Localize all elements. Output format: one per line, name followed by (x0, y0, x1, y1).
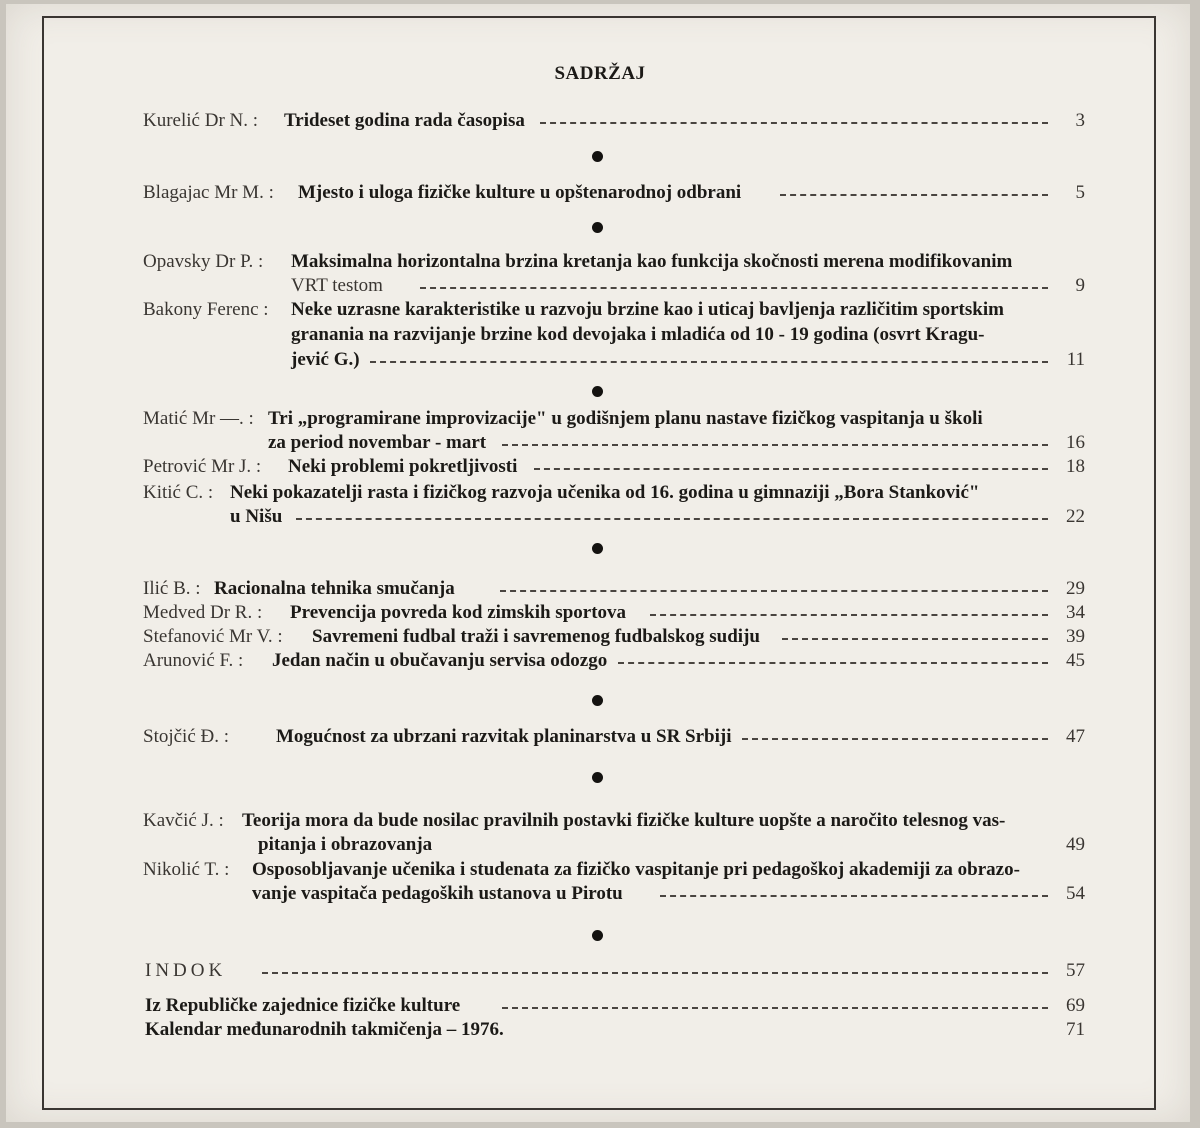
toc-title: Racionalna tehnika smučanja (214, 578, 455, 599)
toc-title: Tri „programirane improvizacije" u godišnjem planu nastave fizičkog vaspitanja u školi (268, 408, 983, 429)
toc-entry (0, 857, 1200, 883)
page-title: SADRŽAJ (554, 63, 646, 84)
toc-title: Iz Republičke zajednice fizičke kulture (145, 995, 461, 1016)
toc-author: Blagajac Mr M. : (143, 182, 274, 203)
toc-title-line2: vanje vaspitača pedagoških ustanova u Pirotu (252, 883, 623, 904)
section-bullet (592, 386, 603, 397)
toc-entry-continued (0, 430, 1200, 456)
toc-author: Nikolić T. : (143, 859, 230, 880)
toc-author: Matić Mr —. : (143, 408, 254, 429)
toc-author: Stefanović Mr V. : (143, 626, 283, 647)
toc-page-number: 29 (1066, 578, 1085, 599)
section-bullet (592, 930, 603, 941)
toc-title: INDOK (145, 960, 227, 981)
toc-entry (0, 1017, 1200, 1043)
toc-leader (742, 738, 1048, 740)
toc-author: Medved Dr R. : (143, 602, 263, 623)
toc-author: Opavsky Dr P. : (143, 251, 264, 272)
toc-leader (502, 1007, 1048, 1009)
toc-leader (534, 468, 1048, 470)
toc-title: Mogućnost za ubrzani razvitak planinarstva u SR Srbiji (276, 726, 732, 747)
toc-author: Stojčić Đ. : (143, 726, 230, 747)
toc-entry-continued (0, 273, 1200, 299)
toc-title: Teorija mora da bude nosilac pravilnih postavki fizičke kulture uopšte a naročito telesnog vas- (242, 810, 1006, 831)
toc-page-number: 18 (1066, 456, 1085, 477)
toc-leader (502, 444, 1048, 446)
toc-leader (296, 518, 1048, 520)
toc-leader (780, 194, 1048, 196)
toc-entry (0, 576, 1200, 602)
toc-leader (618, 662, 1048, 664)
section-bullet (592, 543, 603, 554)
toc-title-line2: granania na razvijanje brzine kod devojaka i mladića od 10 - 19 godina (osvrt Kragu- (291, 324, 985, 345)
toc-leader (500, 590, 1048, 592)
toc-author: Petrović Mr J. : (143, 456, 262, 477)
toc-page-number: 3 (1075, 110, 1085, 131)
toc-page-number: 49 (1066, 834, 1085, 855)
toc-page-number: 34 (1066, 602, 1085, 623)
toc-leader (370, 361, 1048, 363)
toc-entry (0, 958, 1200, 984)
toc-entry-continued (0, 322, 1200, 348)
toc-leader (262, 972, 1048, 974)
toc-page-number: 47 (1066, 726, 1085, 747)
toc-entry (0, 724, 1200, 750)
toc-author: Kurelić Dr N. : (143, 110, 259, 131)
toc-entry-continued (0, 347, 1200, 373)
toc-title: Jedan način u obučavanju servisa odozgo (272, 650, 608, 671)
toc-entry (0, 406, 1200, 432)
toc-page-number: 22 (1066, 506, 1085, 527)
toc-title: Neki problemi pokretljivosti (288, 456, 518, 477)
toc-entry-continued (0, 881, 1200, 907)
toc-entry-continued (0, 504, 1200, 530)
toc-page-number: 54 (1066, 883, 1085, 904)
toc-entry (0, 993, 1200, 1019)
toc-author: Ilić B. : (143, 578, 201, 599)
toc-page-number: 71 (1066, 1019, 1085, 1040)
toc-leader (782, 638, 1048, 640)
section-bullet (592, 695, 603, 706)
toc-leader (660, 895, 1048, 897)
toc-page-number: 39 (1066, 626, 1085, 647)
toc-entry (0, 297, 1200, 323)
toc-title-line2: pitanja i obrazovanja (258, 834, 433, 855)
toc-entry (0, 108, 1200, 134)
toc-leader (420, 287, 1048, 289)
toc-entry (0, 249, 1200, 275)
toc-page-number: 69 (1066, 995, 1085, 1016)
toc-entry (0, 624, 1200, 650)
toc-entry (0, 648, 1200, 674)
toc-leader (540, 122, 1048, 124)
toc-title-line3: jević G.) (291, 349, 360, 370)
toc-title-line2: za period novembar - mart (268, 432, 487, 453)
toc-page-number: 11 (1066, 349, 1085, 370)
toc-entry (0, 180, 1200, 206)
toc-title-line2: VRT testom (291, 275, 383, 296)
toc-author: Arunović F. : (143, 650, 244, 671)
toc-page-number: 57 (1066, 960, 1085, 981)
section-bullet (592, 151, 603, 162)
toc-title: Savremeni fudbal traži i savremenog fudbalskog sudiju (312, 626, 760, 647)
toc-title: Osposobljavanje učenika i studenata za fizičko vaspitanje pri pedagoškoj akademiji za obrazo- (252, 859, 1020, 880)
toc-author: Kitić C. : (143, 482, 214, 503)
toc-entry (0, 454, 1200, 480)
toc-author: Kavčić J. : (143, 810, 224, 831)
toc-entry (0, 808, 1200, 834)
toc-title: Kalendar međunarodnih takmičenja – 1976. (145, 1019, 504, 1040)
toc-page-number: 16 (1066, 432, 1085, 453)
toc-title: Neke uzrasne karakteristike u razvoju brzine kao i uticaj bavljenja različitim sportskim (291, 299, 1004, 320)
section-bullet (592, 222, 603, 233)
toc-entry (0, 600, 1200, 626)
toc-entry-continued (0, 832, 1200, 858)
toc-title: Maksimalna horizontalna brzina kretanja kao funkcija skočnosti merena modifikovanim (291, 251, 1013, 272)
toc-page-number: 9 (1075, 275, 1085, 296)
toc-leader (650, 614, 1048, 616)
toc-page-number: 45 (1066, 650, 1085, 671)
toc-author: Bakony Ferenc : (143, 299, 269, 320)
section-bullet (592, 772, 603, 783)
toc-page-number: 5 (1075, 182, 1085, 203)
toc-title: Prevencija povreda kod zimskih sportova (290, 602, 627, 623)
toc-title: Neki pokazatelji rasta i fizičkog razvoja učenika od 16. godina u gimnaziji „Bora Stanković" (230, 482, 980, 503)
toc-entry (0, 480, 1200, 506)
toc-title: Trideset godina rada časopisa (284, 110, 525, 131)
toc-title: Mjesto i uloga fizičke kulture u opštenarodnoj odbrani (298, 182, 742, 203)
toc-title-line2: u Nišu (230, 506, 283, 527)
